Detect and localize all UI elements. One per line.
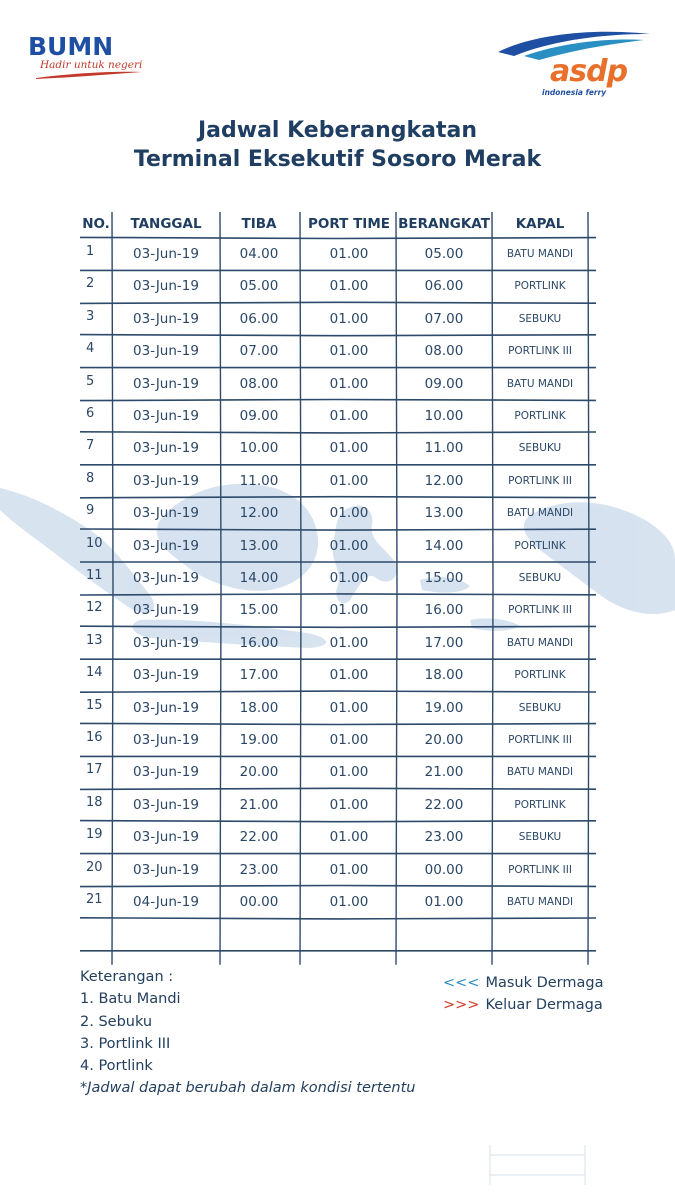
cell-col-berangkat: 21.00 [424,764,464,781]
header-col-berangkat: BERANGKAT [398,216,490,232]
cell-col-tiba: 04.00 [239,246,279,262]
cell-col-berangkat: 16.00 [424,602,464,619]
cell-col-berangkat: 01.00 [424,894,464,910]
table-row [0,497,675,529]
header-col-no: NO. [82,216,110,232]
cell-col-kapal: SEBUKU [518,442,562,455]
cell-col-kapal: PORTLINK [514,798,566,811]
cell-col-berangkat: 09.00 [424,375,464,392]
header-col-kapal: KAPAL [515,216,565,232]
cell-col-no: 7 [86,438,95,454]
cell-col-port-time: 01.00 [329,602,369,619]
cell-col-kapal: PORTLINK [514,539,566,552]
cell-col-berangkat: 22.00 [424,796,464,813]
asdp-logo-subtitle: indonesia ferry [542,88,607,97]
cell-col-no: 1 [86,244,95,259]
title-line-1: Jadwal Keberangkatan [197,118,477,143]
legend-in [443,972,604,994]
cell-col-kapal: PORTLINK III [508,345,572,358]
cell-col-kapal: PORTLINK [514,280,566,293]
cell-col-tiba: 16.00 [239,634,279,651]
cell-col-tiba: 10.00 [239,440,279,457]
cell-col-port-time: 01.00 [329,699,369,716]
cell-col-no: 10 [86,535,103,551]
cell-col-tanggal: 04-Jun-19 [133,894,199,910]
legend-out-label: Keluar Dermaga [485,997,603,1013]
cell-col-port-time: 01.00 [329,732,369,748]
cell-col-port-time: 01.00 [329,764,369,781]
cell-col-tanggal: 03-Jun-19 [133,343,199,360]
cell-col-kapal: SEBUKU [518,701,562,714]
legend-in-label: Masuk Dermaga [485,975,604,991]
legend-out [443,994,604,1016]
cell-col-tiba: 11.00 [239,472,279,489]
cell-col-kapal: PORTLINK III [508,734,572,746]
cell-col-berangkat: 23.00 [424,829,464,846]
cell-col-kapal: PORTLINK [514,669,566,682]
cell-col-kapal: SEBUKU [518,831,562,844]
cell-col-tiba: 19.00 [239,732,279,748]
cell-col-no: 21 [86,892,103,907]
table-row [0,562,675,594]
notes-item: 2. Sebuku [80,1013,153,1030]
cell-col-berangkat: 14.00 [424,537,464,554]
bumn-swoosh-icon [34,70,144,80]
cell-col-no: 5 [86,373,95,389]
cell-col-tiba: 22.00 [239,829,279,846]
cell-col-tiba: 08.00 [239,375,279,392]
table-row [0,594,675,626]
bumn-logo-text: BUMN [28,32,114,61]
cell-col-berangkat: 07.00 [424,310,464,327]
cell-col-tanggal: 03-Jun-19 [133,278,199,295]
cell-col-tiba: 17.00 [239,667,279,684]
cell-col-tanggal: 03-Jun-19 [133,537,199,554]
cell-col-kapal: BATU MANDI [506,766,574,779]
cell-col-no: 9 [86,503,95,519]
cell-col-tanggal: 03-Jun-19 [133,764,199,781]
notes-section [80,966,416,1100]
arrow-right-icon: >>> [443,997,480,1013]
cell-col-no: 17 [86,762,103,778]
cell-col-tiba: 00.00 [239,894,279,910]
title-line-2: Terminal Eksekutif Sosoro Merak [133,147,542,172]
cell-col-kapal: BATU MANDI [506,507,574,520]
cell-col-no: 14 [86,665,103,681]
notes-heading: Keterangan : [80,969,174,985]
cell-col-no: 15 [86,697,103,713]
dock-legend [443,972,604,1016]
cell-col-tanggal: 03-Jun-19 [133,667,199,684]
cell-col-tiba: 21.00 [239,796,279,813]
arrow-left-icon: <<< [443,975,480,991]
cell-col-tiba: 06.00 [239,310,279,327]
table-row [0,692,675,724]
cell-col-kapal: BATU MANDI [506,248,574,260]
cell-col-tanggal: 03-Jun-19 [133,375,199,392]
table-row [0,821,675,853]
cell-col-port-time: 01.00 [329,278,369,295]
cell-col-port-time: 01.00 [329,829,369,846]
cell-col-tanggal: 03-Jun-19 [133,440,199,457]
cell-col-kapal: SEBUKU [518,312,562,325]
table-row [0,530,675,562]
cell-col-berangkat: 08.00 [424,343,464,360]
table-row [0,335,675,367]
table-row [0,854,675,886]
cell-col-kapal: PORTLINK III [508,863,572,876]
cell-col-port-time: 01.00 [329,894,369,910]
cell-col-port-time: 01.00 [329,472,369,489]
table-row [0,465,675,497]
notes-item: 4. Portlink [80,1058,153,1075]
cell-col-tiba: 20.00 [239,764,279,781]
cell-col-port-time: 01.00 [329,375,369,392]
cell-col-tanggal: 03-Jun-19 [133,602,199,619]
table-row [0,368,675,400]
cell-col-no: 20 [86,859,103,875]
cell-col-kapal: SEBUKU [518,572,562,584]
cell-col-tanggal: 03-Jun-19 [133,570,199,586]
cell-col-tiba: 05.00 [239,278,279,295]
cell-col-kapal: BATU MANDI [506,636,574,649]
cell-col-no: 3 [86,308,95,324]
table-row [0,724,675,756]
cell-col-no: 8 [86,470,95,486]
cell-col-port-time: 01.00 [329,634,369,651]
table-row [0,432,675,464]
table-row [0,627,675,659]
cell-col-tiba: 13.00 [239,537,279,554]
cell-col-berangkat: 13.00 [424,505,464,522]
table-row [0,886,675,918]
cell-col-berangkat: 18.00 [424,667,464,684]
notes-footnote: *Jadwal dapat berubah dalam kondisi tertentu [80,1080,416,1097]
cell-col-berangkat: 12.00 [424,472,464,489]
cell-col-kapal: BATU MANDI [506,896,574,908]
table-row [0,270,675,302]
table-row [0,659,675,691]
cell-col-tanggal: 03-Jun-19 [133,310,199,327]
table-row [0,303,675,335]
cell-col-berangkat: 05.00 [424,246,464,262]
notes-item: 3. Portlink III [80,1035,171,1052]
cell-col-port-time: 01.00 [329,796,369,813]
cell-col-port-time: 01.00 [329,440,369,457]
cell-col-tiba: 15.00 [239,602,279,619]
header-col-port-time: PORT TIME [308,216,390,232]
cell-col-port-time: 01.00 [329,570,369,586]
cell-col-tanggal: 03-Jun-19 [133,829,199,846]
cell-col-no: 19 [86,827,103,843]
cell-col-no: 18 [86,794,103,810]
asdp-logo [494,26,654,100]
cell-col-berangkat: 20.00 [424,732,464,748]
cell-col-kapal: PORTLINK III [508,474,572,487]
cell-col-port-time: 01.00 [329,537,369,554]
cell-col-berangkat: 19.00 [424,699,464,716]
table-row [0,238,675,270]
cell-col-no: 12 [86,600,103,616]
cell-col-no: 11 [86,568,103,583]
bumn-tagline: Hadir untuk negeri [40,59,143,71]
cell-col-tanggal: 03-Jun-19 [133,796,199,813]
cell-col-port-time: 01.00 [329,861,369,878]
header-col-tanggal: TANGGAL [130,216,202,232]
page-title [0,116,675,174]
cell-col-tiba: 18.00 [239,699,279,716]
cell-col-tiba: 14.00 [239,570,279,586]
bumn-logo [28,34,168,84]
cell-col-berangkat: 06.00 [424,278,464,295]
cell-col-tiba: 07.00 [239,343,279,360]
cell-col-tanggal: 03-Jun-19 [133,472,199,489]
cell-col-no: 13 [86,632,103,648]
cell-col-tiba: 23.00 [239,861,279,878]
cell-col-port-time: 01.00 [329,246,369,262]
cell-col-tanggal: 03-Jun-19 [133,634,199,651]
cell-col-tanggal: 03-Jun-19 [133,246,199,262]
cell-col-port-time: 01.00 [329,408,369,424]
cell-col-port-time: 01.00 [329,505,369,522]
cell-col-kapal: PORTLINK [514,410,566,422]
table-header-row [0,208,675,240]
cell-col-kapal: PORTLINK III [508,604,572,617]
cell-col-tiba: 09.00 [239,408,279,424]
cell-col-port-time: 01.00 [329,343,369,360]
asdp-logo-text: asdp [550,54,628,89]
table-row [0,400,675,432]
cell-col-no: 2 [86,276,95,292]
cell-col-berangkat: 11.00 [424,440,464,457]
cell-col-berangkat: 10.00 [424,408,464,424]
cell-col-kapal: BATU MANDI [506,377,574,390]
notes-item: 1. Batu Mandi [80,991,181,1008]
cell-col-tiba: 12.00 [239,505,279,522]
cell-col-port-time: 01.00 [329,310,369,327]
cell-col-no: 6 [86,406,95,421]
cell-col-port-time: 01.00 [329,667,369,684]
header-col-tiba: TIBA [241,216,277,232]
table-row [0,756,675,788]
cell-col-tanggal: 03-Jun-19 [133,699,199,716]
cell-col-berangkat: 00.00 [424,861,464,878]
cell-col-no: 4 [86,341,95,357]
cell-col-tanggal: 03-Jun-19 [133,505,199,522]
cell-col-tanggal: 03-Jun-19 [133,408,199,424]
table-row [0,789,675,821]
cell-col-berangkat: 17.00 [424,634,464,651]
cell-col-no: 16 [86,730,103,745]
cell-col-tanggal: 03-Jun-19 [133,861,199,878]
cell-col-berangkat: 15.00 [424,570,464,586]
cell-col-tanggal: 03-Jun-19 [133,732,199,748]
